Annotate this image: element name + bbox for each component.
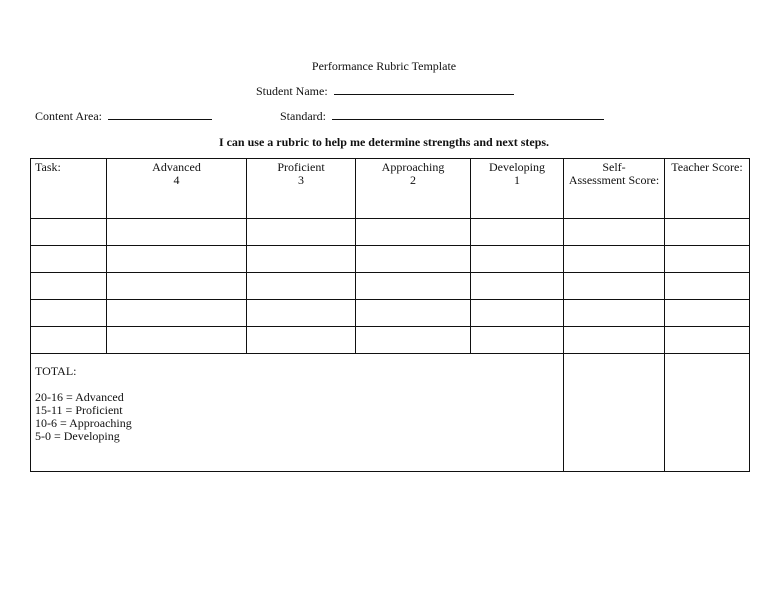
scale-developing: 5-0 = Developing [35,429,120,443]
self-assessment-header [564,159,665,219]
table-row [31,219,750,246]
table-cell[interactable] [107,219,247,246]
table-cell[interactable] [107,273,247,300]
self-assessment-label-2: Assessment Score: [568,173,660,187]
table-cell[interactable] [356,300,471,327]
developing-label: Developing [489,160,545,174]
total-label: TOTAL: [35,364,77,378]
teacher-score-label: Teacher Score: [671,160,743,174]
table-cell[interactable] [665,327,750,354]
page-title: Performance Rubric Template [311,59,457,73]
total-cell [31,354,564,472]
developing-header [471,159,564,219]
table-cell[interactable] [471,273,564,300]
table-cell[interactable] [31,300,107,327]
table-cell[interactable] [356,273,471,300]
table-cell[interactable] [564,219,665,246]
scale-approaching: 10-6 = Approaching [35,416,132,430]
table-row [31,246,750,273]
table-cell[interactable] [356,246,471,273]
student-name-blank[interactable] [334,84,514,95]
standard-field[interactable] [280,109,604,123]
approaching-score: 2 [410,173,416,187]
table-cell[interactable] [31,327,107,354]
table-cell[interactable] [564,246,665,273]
table-row [31,300,750,327]
table-cell[interactable] [247,246,356,273]
total-row [31,354,750,472]
table-cell[interactable] [665,300,750,327]
advanced-label: Advanced [152,160,201,174]
content-area-field[interactable] [35,109,212,123]
teacher-total-cell[interactable] [665,354,750,472]
table-cell[interactable] [665,219,750,246]
rubric-table [30,158,750,472]
header-row [31,159,750,219]
table-cell[interactable] [564,273,665,300]
proficient-label: Proficient [277,160,325,174]
table-cell[interactable] [107,300,247,327]
table-row [31,327,750,354]
table-cell[interactable] [247,300,356,327]
table-cell[interactable] [665,273,750,300]
table-cell[interactable] [31,246,107,273]
standard-blank[interactable] [332,109,604,120]
approaching-label: Approaching [381,160,445,174]
table-cell[interactable] [471,300,564,327]
student-name-label: Student Name: [256,84,328,98]
table-cell[interactable] [564,300,665,327]
table-cell[interactable] [107,246,247,273]
table-cell[interactable] [356,327,471,354]
table-cell[interactable] [31,219,107,246]
table-cell[interactable] [564,327,665,354]
table-cell[interactable] [247,273,356,300]
advanced-header [107,159,247,219]
approaching-header [356,159,471,219]
standard-label: Standard: [280,109,326,123]
advanced-score: 4 [173,173,180,187]
table-cell[interactable] [665,246,750,273]
learning-goal: I can use a rubric to help me determine strengths and next steps. [218,135,550,149]
table-cell[interactable] [471,327,564,354]
table-cell[interactable] [31,273,107,300]
scale-proficient: 15-11 = Proficient [35,403,123,417]
table-cell[interactable] [247,327,356,354]
content-area-label: Content Area: [35,109,102,123]
teacher-score-header [665,159,750,219]
self-assessment-label-1: Self- [602,160,626,174]
developing-score: 1 [514,173,520,187]
proficient-header [247,159,356,219]
scale-advanced: 20-16 = Advanced [35,390,124,404]
content-area-blank[interactable] [108,109,212,120]
table-cell[interactable] [356,219,471,246]
table-cell[interactable] [471,246,564,273]
table-cell[interactable] [471,219,564,246]
student-name-field[interactable] [256,84,514,98]
proficient-score: 3 [298,173,304,187]
task-header [31,159,107,219]
table-cell[interactable] [107,327,247,354]
table-cell[interactable] [247,219,356,246]
self-assessment-total-cell[interactable] [564,354,665,472]
table-row [31,273,750,300]
task-label: Task: [35,160,61,174]
